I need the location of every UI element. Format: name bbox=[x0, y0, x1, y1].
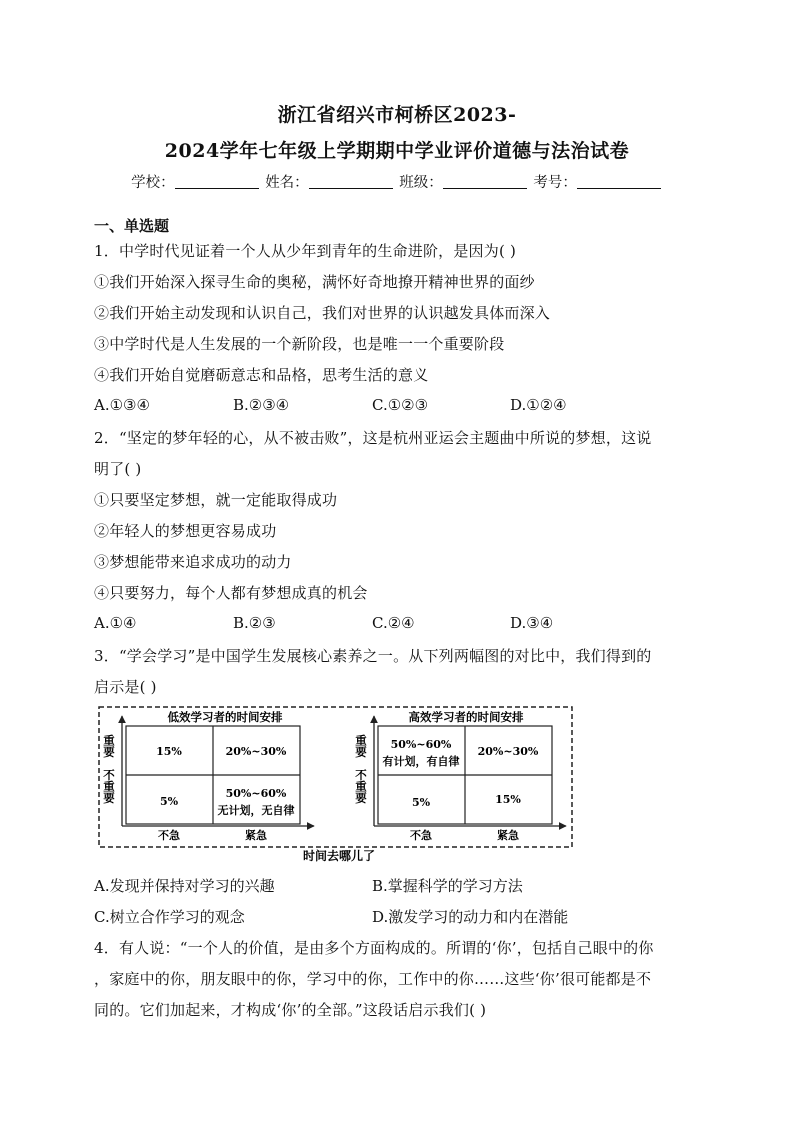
left-y-label-important: 重要 bbox=[102, 734, 116, 758]
q1-option-c[interactable]: C.①②③ bbox=[372, 396, 429, 414]
right-y-label-unimportant: 不重要 bbox=[354, 768, 368, 804]
time-allocation-figure bbox=[94, 702, 578, 870]
q2-option-d[interactable]: D.③④ bbox=[510, 614, 554, 632]
left-cell-important-urgent: 20%~30% bbox=[225, 745, 287, 758]
right-cell-important-not-urgent-value: 50%~60% bbox=[390, 738, 452, 751]
school-blank[interactable] bbox=[175, 174, 259, 189]
right-cell-important-not-urgent-note: 有计划，有自律 bbox=[382, 755, 460, 768]
q2-statement-4: ④只要努力，每个人都有梦想成真的机会 bbox=[94, 584, 368, 602]
school-label: 学校： bbox=[131, 175, 175, 191]
right-cell-unimportant-not-urgent: 5% bbox=[411, 796, 431, 809]
left-cell-unimportant-not-urgent: 5% bbox=[159, 795, 179, 808]
left-x-label-urgent: 紧急 bbox=[245, 829, 267, 842]
q3-option-c[interactable]: C.树立合作学习的观念 bbox=[94, 908, 245, 926]
right-cell-unimportant-urgent: 15% bbox=[495, 793, 521, 806]
right-panel-title: 高效学习者的时间安排 bbox=[408, 710, 524, 724]
left-x-label-not-urgent: 不急 bbox=[158, 829, 180, 842]
right-x-label-urgent: 紧急 bbox=[497, 829, 519, 842]
left-cell-unimportant-urgent-note: 无计划，无自律 bbox=[217, 804, 295, 817]
class-label: 班级： bbox=[399, 175, 443, 191]
q1-option-d[interactable]: D.①②④ bbox=[510, 396, 567, 414]
section-heading: 一、单选题 bbox=[94, 217, 170, 235]
q1-statement-3: ③中学时代是人生发展的一个新阶段，也是唯一一个重要阶段 bbox=[94, 335, 505, 353]
exam-title-line2: 2024学年七年级上学期期中学业评价道德与法治试卷 bbox=[164, 140, 630, 162]
right-y-label-important: 重要 bbox=[354, 734, 368, 758]
q1-statement-1: ①我们开始深入探寻生命的奥秘，满怀好奇地撩开精神世界的面纱 bbox=[94, 273, 535, 291]
q2-stem-line1: 2．“坚定的梦年轻的心，从不被击败”，这是杭州亚运会主题曲中所说的梦想，这说 bbox=[94, 429, 652, 447]
student-info-row bbox=[0, 171, 794, 192]
left-panel-title: 低效学习者的时间安排 bbox=[167, 710, 283, 724]
exam-number-label: 考号： bbox=[533, 175, 577, 191]
q1-option-a[interactable]: A.①③④ bbox=[94, 396, 150, 414]
name-label: 姓名： bbox=[265, 175, 309, 191]
left-cell-important-not-urgent: 15% bbox=[156, 745, 182, 758]
q2-statement-1: ①只要坚定梦想，就一定能取得成功 bbox=[94, 491, 338, 509]
q3-stem-line2: 启示是( ) bbox=[94, 678, 157, 696]
exam-number-blank[interactable] bbox=[577, 174, 661, 189]
left-cell-unimportant-urgent-value: 50%~60% bbox=[225, 787, 287, 800]
exam-title-line1: 浙江省绍兴市柯桥区2023- bbox=[277, 104, 517, 126]
q2-stem-line2: 明了( ) bbox=[94, 460, 142, 478]
right-panel bbox=[354, 710, 566, 842]
q3-option-a[interactable]: A.发现并保持对学习的兴趣 bbox=[94, 877, 275, 895]
left-y-label-unimportant: 不重要 bbox=[102, 768, 116, 804]
figure-caption: 时间去哪儿了 bbox=[302, 849, 376, 863]
left-panel bbox=[102, 710, 314, 842]
right-x-label-not-urgent: 不急 bbox=[410, 829, 432, 842]
q3-option-d[interactable]: D.激发学习的动力和内在潜能 bbox=[372, 908, 569, 926]
q3-stem-line1: 3．“学会学习”是中国学生发展核心素养之一。从下列两幅图的对比中，我们得到的 bbox=[94, 647, 652, 665]
q2-option-a[interactable]: A.①④ bbox=[94, 614, 137, 632]
q1-statement-4: ④我们开始自觉磨砺意志和品格，思考生活的意义 bbox=[94, 366, 429, 384]
q2-option-b[interactable]: B.②③ bbox=[233, 614, 276, 632]
q4-stem-line2: ，家庭中的你，朋友眼中的你，学习中的你，工作中的你……这些‘你’很可能都是不 bbox=[94, 970, 652, 988]
class-blank[interactable] bbox=[443, 174, 527, 189]
q3-option-b[interactable]: B.掌握科学的学习方法 bbox=[372, 877, 523, 895]
q2-option-c[interactable]: C.②④ bbox=[372, 614, 415, 632]
q2-statement-3: ③梦想能带来追求成功的动力 bbox=[94, 553, 292, 571]
q4-stem-line3: 同的。它们加起来，才构成‘你’的全部。”这段话启示我们( ) bbox=[94, 1001, 487, 1019]
q1-stem: 1．中学时代见证着一个人从少年到青年的生命进阶，是因为( ) bbox=[94, 242, 517, 260]
q1-statement-2: ②我们开始主动发现和认识自己，我们对世界的认识越发具体而深入 bbox=[94, 304, 551, 322]
q2-statement-2: ②年轻人的梦想更容易成功 bbox=[94, 522, 277, 540]
name-blank[interactable] bbox=[309, 174, 393, 189]
right-cell-important-urgent: 20%~30% bbox=[477, 745, 539, 758]
q4-stem-line1: 4．有人说：“一个人的价值，是由多个方面构成的。所谓的‘你’，包括自己眼中的你 bbox=[94, 939, 654, 957]
q1-option-b[interactable]: B.②③④ bbox=[233, 396, 290, 414]
